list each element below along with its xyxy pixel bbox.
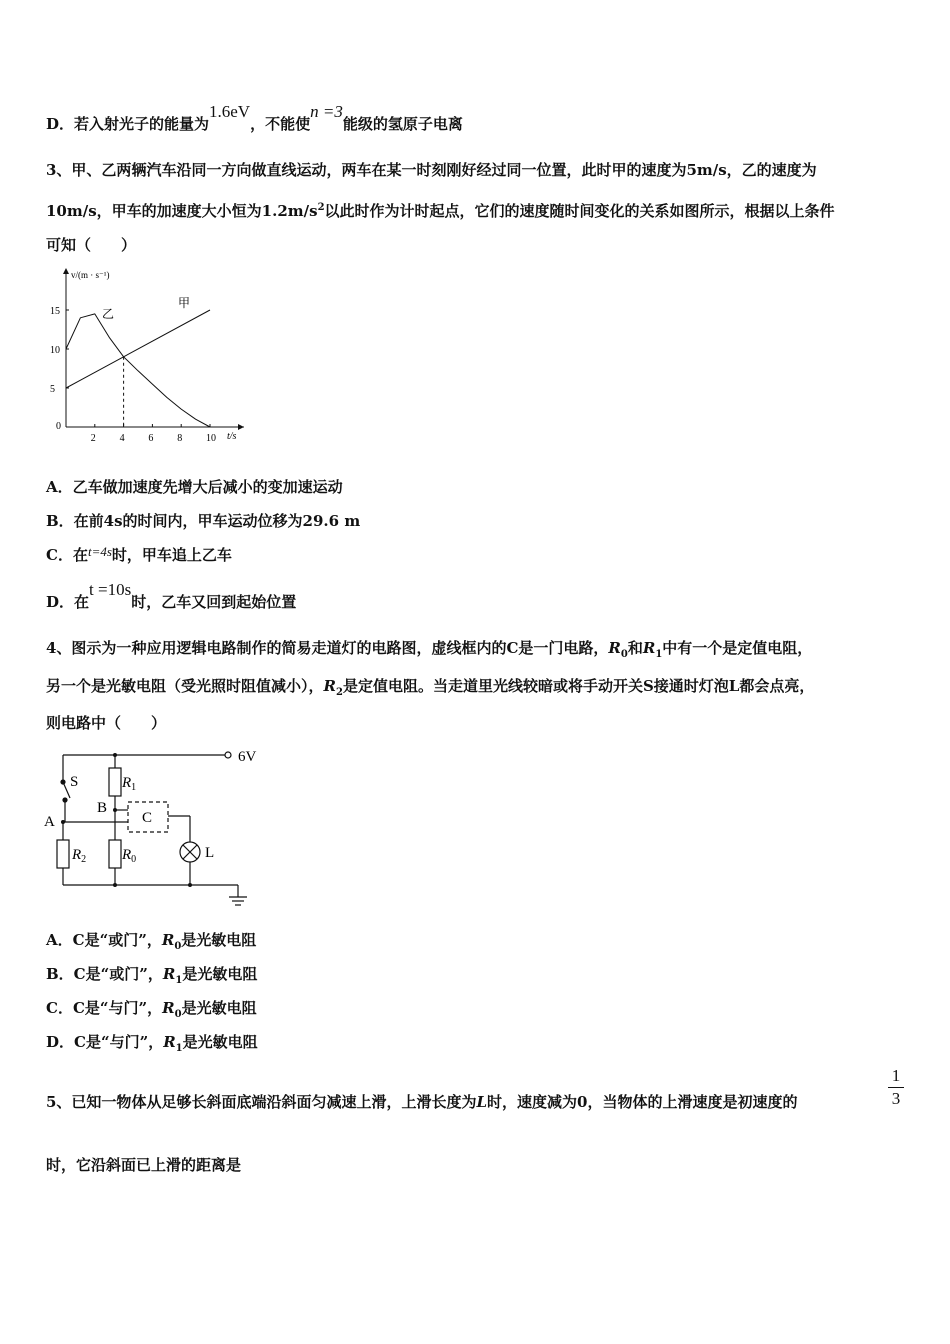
series-yi-curve [66,314,210,427]
supply-label: 6V [238,749,257,765]
y-tick-label: 15 [50,306,60,317]
q4-stem-line2: 另一个是光敏电阻（受光照时阻值减小），$R_2$是定值电阻。当走道里光线较暗或将手动开关S接通时灯泡L都会点亮， [46,677,815,698]
q3-option-b: B．在前4s的时间内，甲车运动位移为29.6 m [46,512,361,530]
q3-stem-line3: 可知（ ） [46,236,137,254]
x-tick-label: 10 [206,433,216,444]
circuit-diagram [40,742,280,912]
switch-label: S [70,774,79,790]
y-tick-label: 5 [50,384,55,395]
q4-stem-line1: 4、图示为一种应用逻辑电路制作的简易走道灯的电路图，虚线框内的C是一门电路，$R_0$和$R_1$中有一个是定值电阻， [46,639,813,660]
node-b-label: B [97,800,108,816]
q2-option-d: D．若入射光子的能量为1.6eV，不能使n =3能级的氢原子电离 [46,102,463,133]
x-tick-label: 6 [148,433,154,444]
q4-option-a: A．C是“或门”，$R_0$是光敏电阻 [46,931,257,952]
x-tick-label: 0 [56,421,61,432]
q5-stem-line1: 5、已知一物体从足够长斜面底端沿斜面匀减速上滑，上滑长度为L时，速度减为0，当物体的上滑速度是初速度的 [46,1093,798,1111]
lamp-label: L [205,845,215,861]
y-tick-label: 10 [50,345,60,356]
q3-option-a: A．乙车做加速度先增大后减小的变加速运动 [46,478,343,496]
q4-option-d: D．C是“与门”，$R_1$是光敏电阻 [46,1033,258,1054]
r0-label: $R_0$ [122,847,137,865]
q5-stem-line2: 时，它沿斜面已上滑的距离是 [46,1156,242,1174]
chart-ylabel: v/(m · s⁻¹) [71,270,110,280]
r1-label: $R_1$ [122,775,137,793]
x-tick-label: 8 [177,433,183,444]
q3-option-d: D．在t =10s时，乙车又回到起始位置 [46,580,297,611]
series-label-jia: 甲 [178,296,191,310]
r2-label: $R_2$ [72,847,87,865]
fraction-one-third: 1 3 [888,1066,904,1109]
series-jia-line [66,310,210,388]
node-a-label: A [44,814,55,830]
level-value: n =3 [310,102,343,121]
chart-xlabel: t/s [227,431,237,442]
q4-option-b: B．C是“或门”，$R_1$是光敏电阻 [46,965,258,986]
x-tick-label: 4 [119,433,125,444]
energy-value: 1.6eV [209,102,251,121]
x-tick-label: 2 [90,433,96,444]
x-axis-arrow [238,424,244,430]
velocity-time-chart [44,262,254,447]
q3-stem-line1: 3、甲、乙两辆汽车沿同一方向做直线运动，两车在某一时刻刚好经过同一位置，此时甲的速度为5m/s，乙的速度为 [46,161,817,179]
y-axis-arrow [63,268,69,274]
q4-stem-line3: 则电路中（ ） [46,714,167,732]
q3-stem-line2: 10m/s，甲车的加速度大小恒为$1.2m/s^2$以此时作为计时起点，它们的速度随时间变化的关系如图所示，根据以上条件 [46,202,835,220]
gate-c-label: C [142,810,153,826]
q4-option-c: C．C是“与门”，$R_0$是光敏电阻 [46,999,257,1020]
q3-option-c: C．在t=4s时，甲车追上乙车 [46,544,232,564]
series-label-yi: 乙 [102,307,115,321]
